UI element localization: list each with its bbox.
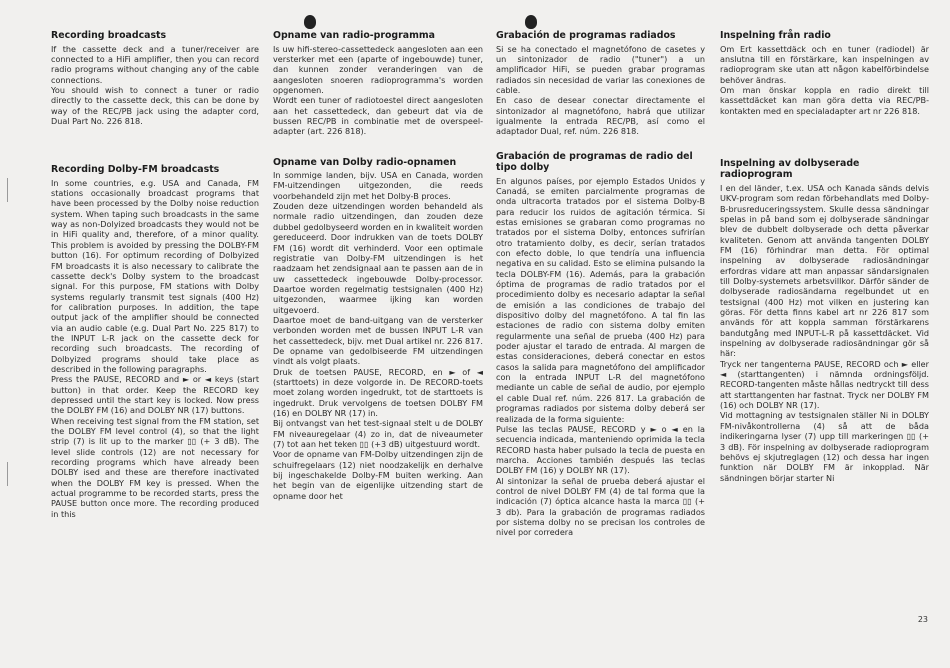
- paragraph: Zouden deze uitzendingen worden behandeld als normale radio uitzendingen, dan zouden deze dubbel gedolbyseerd worden en in kwaliteit worden gereduceerd. Door indrukken van de toets DOLBY FM (16) wordt dit verhinderd. Voor een optimale registratie van Dolby-FM uitzendingen is het raadzaam het zendsignaal aan te passen aan de in uw cassettedeck ingebouwde Dolby-processor. Daartoe worden regelmatig testsignalen (400 Hz) uitgezonden, waarmee ijking kan worden uitgevoerd.: [273, 201, 483, 315]
- column-english: [51, 30, 259, 519]
- paragraph: I en del länder, t.ex. USA och Kanada sänds delvis UKV-program som redan förbehandlats med Dolby-B-brusreduceringssystem. Skulle dessa sändningar spelas in på band som ej dolbyserade sändningar blev de dubbelt dolbyserade och detta påverkar kvaliteten. Genom att använda tangenten DOLBY FM (16) förhindrar man detta. För optimal inspelning av dolbyserade radiosändningar erfordras vidare att man anpassar sändarsignalen till Dolby-systemets arbetsvillkor. Därför sänder de dolbyserade radiosändarna regelbundet ut en testsignal (400 Hz) mot vilken en justering kan göras. För detta finns kabel art nr 226 817 som används för att koppla samman förstärkarens bandutgång med INPUT-L-R på kassettdäcket. Vid inspelning av dolbyserade radiosändningar gör så här:: [720, 182, 929, 359]
- punch-hole-mark: [304, 15, 316, 29]
- margin-mark: [7, 462, 8, 486]
- section-title: Inspelning av dolbyserade radioprogram: [720, 157, 860, 181]
- paragraph: Om Ert kassettdäck och en tuner (radiodel) är anslutna till en förstärkare, kan inspelningen av radioprogram ske utan att någon kabelförbindelse behöver ändras.: [720, 43, 929, 85]
- section-title: Grabación de programas de radio del tipo dolby: [496, 150, 693, 174]
- paragraph: En algunos países, por ejemplo Estados Unidos y Canadá, se emiten parcialmente programas de onda ultracorta tratados por el sistema Dolby-B para reducir los ruidos de agitación térmica. Si estas emisiones se grabaran como programas no tratados por el sistema Dolby, entonces sufrirían otro tratamiento dolby, es decir, serían tratados con efecto doble, lo que tendría una influencia negativa en su calidad. Esto se elimina pulsando la tecla DOLBY-FM (16). Además, para la grabación óptima de programas de radio tratados por el procedimiento dolby es necesario adaptar la señal de emisión a las condiciones de trabajo del dispositivo dolby del magnetófono. A tal fin las estaciones de radio con sistema dolby emiten regularmente una señal de prueba (400 Hz) para poder ajustar el tarado de entrada. Al margen de estas consideraciones, deberá conectar en estos casos la salida para magnetófono del amplificador con la entrada INPUT L-R del magnetófono mediante un cable de señal de audio, por ejemplo el cable Dual ref. núm. 226 817. La grabación de programas radiados por sistema dolby deberá ser realizada de la forma siguiente:: [496, 175, 705, 424]
- paragraph: Pulse las teclas PAUSE, RECORD y ► o ◄ en la secuencia indicada, manteniendo oprimida la tecla RECORD hasta haber pulsado la tecla de puesta en marcha. Acciones también después las teclas DOLBY FM (16) y DOLBY NR (17).: [496, 423, 705, 476]
- paragraph: Tryck ner tangenterna PAUSE, RECORD och ► eller ◄ (starttangenten) i nämnda ordningsföljd. RECORD-tangenten måste hållas nedtryckt till dess att starttangenten har fastnat. Tryck ner DOLBY FM (16) och DOLBY NR (17).: [720, 358, 929, 411]
- section-title: Grabación de programas radiados: [496, 30, 676, 41]
- margin-mark: [7, 178, 8, 202]
- section-title: Recording Dolby-FM broadcasts: [51, 164, 220, 176]
- paragraph: In sommige landen, bijv. USA en Canada, worden FM-uitzendingen uitgezonden, die reeds voorbehandeld zijn met het Dolby-B proces.: [273, 170, 483, 201]
- paragraph: Si se ha conectado el magnetófono de casetes y un sintonizador de radio ("tuner") a un amplificador HiFi, se pueden grabar programas radiados sin necesidad de variar las conexiones de cable.: [496, 43, 705, 95]
- paragraph: En caso de desear conectar directamente el sintonizador al magnetófono, habrá que utilizar igualmente la entrada REC/PB, así como el adaptador Dual, ref. núm. 226 818.: [496, 95, 705, 137]
- paragraph: Wordt een tuner of radiotoestel direct aangesloten aan het cassettedeck, dan gebeurt dat via de bussen REC/PB in combinatie met de overspeel-adapter (art. 226 818).: [273, 95, 483, 137]
- page-number: 23: [917, 615, 928, 624]
- paragraph: Is uw hifi-stereo-cassettedeck aangesloten aan een versterker met een (aparte of ingebouwde) tuner, dan kunnen zonder veranderingen van de aangesloten snoeren radioprogramma's worden opgenomen.: [273, 43, 483, 95]
- paragraph: Voor de opname van FM-Dolby uitzendingen zijn de schuifregelaars (12) niet noodzakelijk en derhalve bij ingeschakelde Dolby-FM buiten werking. Aan het begin van de eigenlijke uitzending start de opname door het: [273, 449, 483, 501]
- paragraph: Vid mottagning av testsignalen ställer Ni in DOLBY FM-nivåkontrollerna (4) så att de båda indikeringarna lyser (7) upp till markeringen ▯▯ (+ 3 dB). För inspelning av dolbyserade radioprogram behövs ej skjutreglagen (12) och dessa har ingen funktion när DOLBY FM är inkopplad. När sändningen börjar starter Ni: [720, 410, 929, 483]
- paragraph: If the cassette deck and a tuner/receiver are connected to a HiFi amplifier, then you can record radio programs without changing any of the cable connections.: [51, 43, 259, 85]
- section-title: Opname van Dolby radio-opnamen: [273, 156, 457, 168]
- section-title: Inspelning från radio: [720, 30, 831, 41]
- section-title: Recording broadcasts: [51, 30, 167, 41]
- paragraph: Bij ontvangst van het test-signaal stelt u de DOLBY FM niveauregelaar (4) zo in, dat de niveaumeter (7) tot aan het teken ▯▯ (+3 dB) uitgestuurd wordt.: [273, 418, 483, 450]
- paragraph: Om man önskar koppla en radio direkt till kassettdäcket kan man göra detta via REC/PB-kontakten med en specialadapter art nr 226 818.: [720, 84, 929, 116]
- paragraph: Al sintonizar la señal de prueba deberá ajustar el control de nivel DOLBY FM (4) de tal forma que la indicación (7) óptica alcance hasta la marca ▯▯ (+ 3 db). Para la grabación de programas radiados por sistema dolby no se precisan los controles de nivel por corredera: [496, 475, 705, 538]
- section-title: Opname van radio-programma: [273, 30, 435, 41]
- paragraph: In some countries, e.g. USA and Canada, FM stations occasionally broadcast programs that have been processed by the Dolby noise reduction system. When taping such broadcasts in the same way as non-Dolyized broadcasts they would not be in HiFi quality and, therefore, of a minor quality. This problem is avoided by pressing the DOLBY-FM button (16). For optimum recording of Dolbyized FM broadcasts it is also necessary to calibrate the cassette deck's Dolby system to the broadcast signal. For this purpose, FM stations with Dolby systems regularly transmit test signals (400 Hz) for calibration purposes. In addition, the tape output jack of the amplifier should be connected via an audio cable (e.g. Dual Part No. 225 817) to the INPUT L-R jack on the cassette deck for recording such broadcasts. The recording of Dolbyized programs should take place as described in the following paragraphs.: [51, 177, 259, 374]
- column-swedish: [720, 30, 929, 483]
- punch-hole-mark: [525, 15, 537, 29]
- paragraph: Press the PAUSE, RECORD and ► or ◄ keys (start button) in that order. Keep the RECORD key depressed until the start key is locked. Now press the DOLBY FM (16) and DOLBY NR (17) buttons.: [51, 374, 259, 416]
- column-dutch: [273, 30, 483, 501]
- paragraph: When receiving test signal from the FM station, set the DOLBY FM level control (4), so that the light strip (7) is lit up to the marker ▯▯ (+ 3 dB). The level slide controls (12) are not necessary for recording programs which have already been DOLBY ised and these are therefore inactivated when the DOLBY FM key is pressed. When the actual programme to be recorded starts, press the PAUSE button once more. The recording produced in this: [51, 415, 259, 519]
- paragraph: Daartoe moet de band-uitgang van de versterker verbonden worden met de bussen INPUT L-R van het cassettedeck, bijv. met Dual artikel nr. 226 817. De opname van gedolbiseerde FM uitzendingen vindt als volgt plaats.: [273, 314, 483, 367]
- column-spanish: [496, 30, 705, 538]
- paragraph: Druk de toetsen PAUSE, RECORD, en ► of ◄ (starttoets) in deze volgorde in. De RECORD-toets moet zolang worden ingedrukt, tot de starttoets is ingedrukt. Druk vervolgens de toetsen DOLBY FM (16) en DOLBY NR (17) in.: [273, 366, 483, 418]
- paragraph: You should wish to connect a tuner or radio directly to the cassette deck, this can be done by way of the REC/PB jack using the adapter cord, Dual Part No. 226 818.: [51, 84, 259, 126]
